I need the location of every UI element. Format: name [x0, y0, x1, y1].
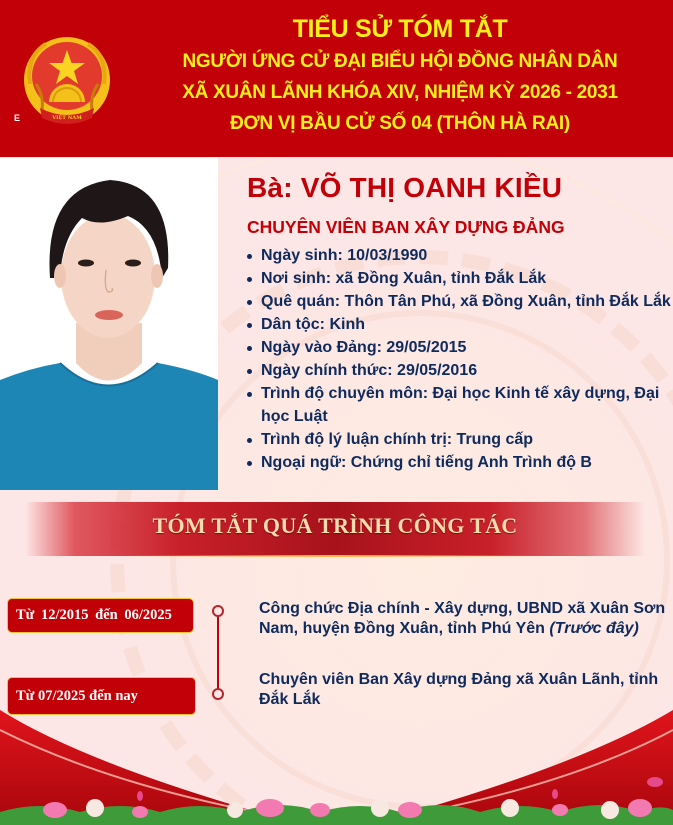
detail-education: Trình độ chuyên môn: Đại học Kinh tế xây dựng, Đại học Luật: [247, 382, 672, 428]
subtitle-line: NGƯỜI ỨNG CỬ ĐẠI BIỂU HỘI ĐỒNG NHÂN DÂN: [182, 51, 618, 72]
detail-official-date: Ngày chính thức: 29/05/2016: [247, 359, 672, 382]
career-entry: [259, 599, 669, 639]
detail-hometown: Quê quán: Thôn Tân Phú, xã Đồng Xuân, tỉnh Đắk Lắk: [247, 290, 672, 313]
corner-letter: E: [14, 113, 21, 123]
detail-foreign-language: Ngoại ngữ: Chứng chỉ tiếng Anh Trình độ B: [247, 451, 672, 474]
detail-birth-place: Nơi sinh: xã Đồng Xuân, tỉnh Đắk Lắk: [247, 267, 672, 290]
candidate-photo: [0, 158, 218, 490]
career-description: Công chức Địa chính - Xây dựng, UBND xã Xuân Sơn Nam, huyện Đồng Xuân, tỉnh Phú Yên: [259, 600, 666, 637]
section-title: TÓM TẮT QUÁ TRÌNH CÔNG TÁC: [152, 513, 518, 538]
timeline-dot-icon: [212, 688, 224, 700]
period-badge: [7, 598, 194, 633]
page-title: TIỂU SỬ TÓM TẮT: [292, 15, 508, 43]
portrait-icon: [0, 158, 218, 490]
detail-party-join-date: Ngày vào Đảng: 29/05/2015: [247, 336, 672, 359]
career-description: Chuyên viên Ban Xây dựng Đảng xã Xuân Lãnh, tỉnh Đắk Lắk: [259, 671, 659, 708]
header-text: [150, 12, 650, 139]
career-note: (Trước đây): [549, 620, 639, 637]
detail-political-theory: Trình độ lý luận chính trị: Trung cấp: [247, 428, 672, 451]
svg-text:VIỆT NAM: VIỆT NAM: [52, 115, 82, 121]
header-banner: [0, 0, 673, 157]
candidate-position: CHUYÊN VIÊN BAN XÂY DỰNG ĐẢNG: [247, 217, 565, 237]
subtitle-line: XÃ XUÂN LÃNH KHÓA XIV, NHIỆM KỲ 2026 - 2031: [182, 82, 618, 103]
career-section-banner: [25, 502, 645, 556]
lotus-silk-decoration: [0, 700, 673, 825]
period-label: Từ 12/2015 đến 06/2025: [16, 607, 172, 623]
timeline-connector: [217, 612, 219, 694]
subtitle-line: ĐƠN VỊ BẦU CỬ SỐ 04 (THÔN HÀ RAI): [230, 113, 570, 134]
detail-ethnicity: Dân tộc: Kinh: [247, 313, 672, 336]
period-label: Từ 07/2025 đến nay: [16, 687, 138, 704]
timeline-dot-icon: [212, 605, 224, 617]
national-emblem-icon: [22, 36, 112, 128]
candidate-name: Bà: VÕ THỊ OANH KIỀU: [247, 172, 563, 203]
candidate-details-list: [247, 244, 672, 474]
detail-birth-date: Ngày sinh: 10/03/1990: [247, 244, 672, 267]
